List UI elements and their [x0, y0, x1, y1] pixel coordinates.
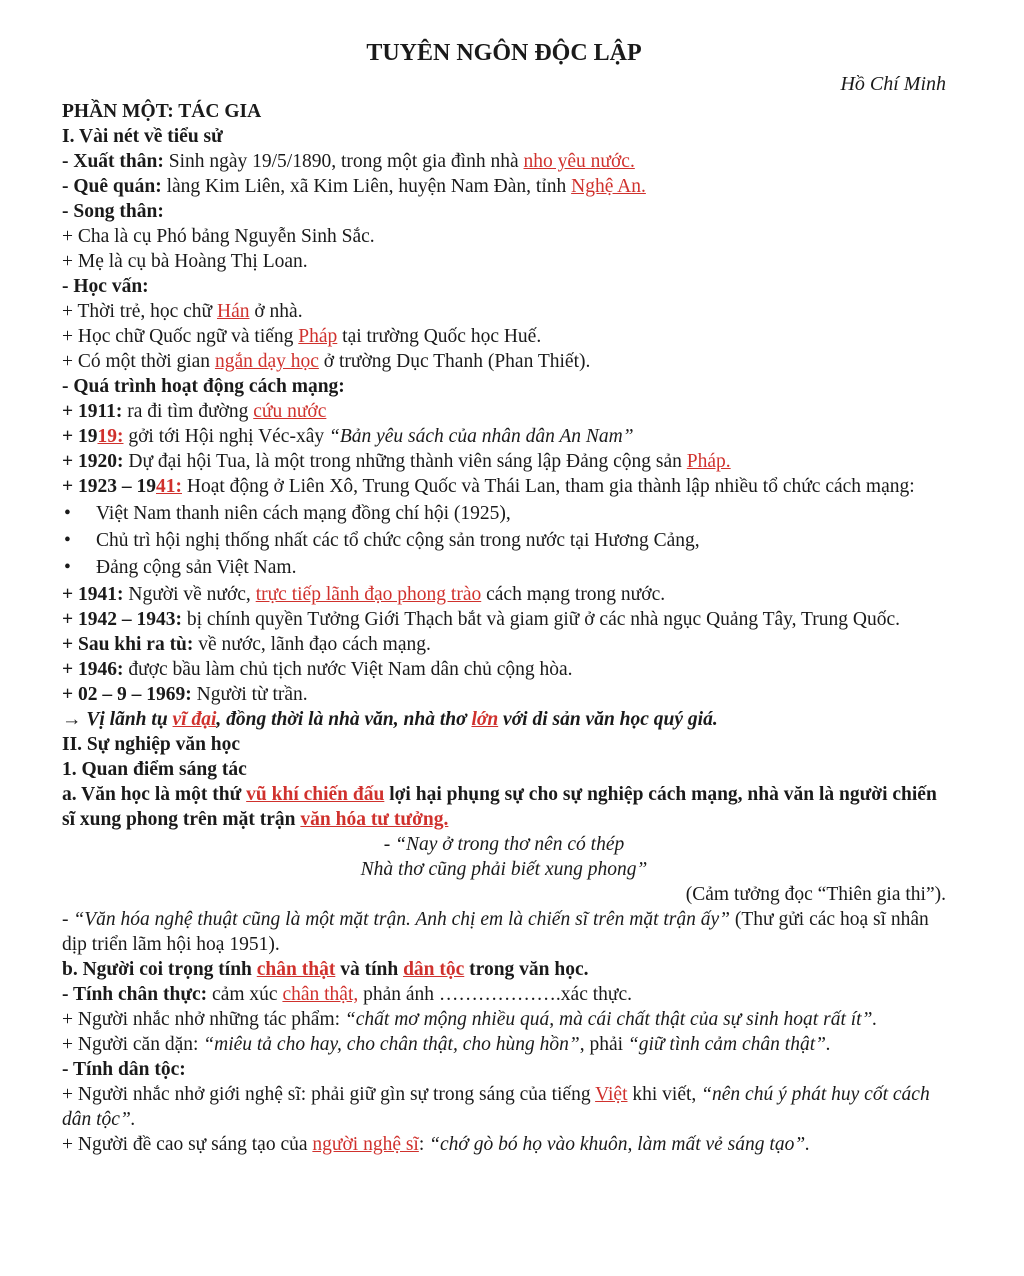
list-item: • Đảng cộng sản Việt Nam. [62, 555, 946, 580]
summary-line: → Vị lãnh tụ vĩ đại, đồng thời là nhà văn, nhà thơ lớn với di sản văn học quý giá. [62, 709, 718, 730]
list-item: • Việt Nam thanh niên cách mạng đồng chí hội (1925), [62, 501, 946, 526]
event-1919: + 1919: gởi tới Hội nghị Véc-xây “Bản yêu sách của nhân dân An Nam” [62, 426, 634, 447]
father-line: + Cha là cụ Phó bảng Nguyễn Sinh Sắc. [62, 226, 375, 247]
quote-art-front: - “Văn hóa nghệ thuật cũng là một mặt trận. Anh chị em là chiến sĩ trên mặt trận ấy” (Thư gửi các hoạ sĩ nhân dịp triển lãm hội hoạ 1951). [62, 909, 929, 955]
poem-line-2: Nhà thơ cũng phải biết xung phong” [360, 859, 648, 880]
parents-heading: - Song thân: [62, 201, 164, 222]
event-1911: + 1911: ra đi tìm đường cứu nước [62, 401, 327, 422]
point-a: a. Văn học là một thứ vũ khí chiến đấu lợi hại phụng sự cho sự nghiệp cách mạng, nhà văn là người chiến sĩ xung phong trên mặt trận văn hóa tư tưởng. [62, 784, 937, 830]
revolution-heading: - Quá trình hoạt động cách mạng: [62, 376, 345, 397]
mother-line: + Mẹ là cụ bà Hoàng Thị Loan. [62, 251, 308, 272]
event-1942-1943: + 1942 – 1943: bị chính quyền Tưởng Giới Thạch bắt và giam giữ ở các nhà ngục Quảng Tây, Trung Quốc. [62, 609, 900, 630]
event-1941: + 1941: Người về nước, trực tiếp lãnh đạo phong trào cách mạng trong nước. [62, 584, 666, 605]
poem-source: (Cảm tưởng đọc “Thiên gia thi”). [685, 884, 946, 905]
event-1923-1941: + 1923 – 1941: Hoạt động ở Liên Xô, Trung Quốc và Thái Lan, tham gia thành lập nhiều tổ chức cách mạng: [62, 476, 915, 497]
truthfulness-line: - Tính chân thực: cảm xúc chân thật, phản ánh ……………….xác thực. [62, 984, 633, 1005]
national-heading: - Tính dân tộc: [62, 1059, 186, 1080]
event-after-prison: + Sau khi ra tù: về nước, lãnh đạo cách mạng. [62, 634, 431, 655]
education-line-1: + Thời trẻ, học chữ Hán ở nhà. [62, 301, 303, 322]
hometown-line: - Quê quán: làng Kim Liên, xã Kim Liên, huyện Nam Đàn, tỉnh Nghệ An. [62, 176, 646, 197]
event-1969: + 02 – 9 – 1969: Người từ trần. [62, 684, 308, 705]
education-heading: - Học vấn: [62, 276, 149, 297]
education-line-2: + Học chữ Quốc ngữ và tiếng Pháp tại trường Quốc học Huế. [62, 326, 542, 347]
section-career-heading: II. Sự nghiệp văn học [62, 734, 241, 755]
truthfulness-advice: + Người căn dặn: “miêu tả cho hay, cho chân thật, cho hùng hồn”, phải “giữ tình cảm chân thật”. [62, 1034, 831, 1055]
event-1946: + 1946: được bầu làm chủ tịch nước Việt Nam dân chủ cộng hòa. [62, 659, 573, 680]
part-one-heading: PHẦN MỘT: TÁC GIA [62, 101, 262, 122]
subsection-viewpoint-heading: 1. Quan điểm sáng tác [62, 759, 247, 780]
birth-line: - Xuất thân: Sinh ngày 19/5/1890, trong một gia đình nhà nho yêu nước. [62, 151, 635, 172]
list-item: • Chủ trì hội nghị thống nhất các tổ chức cộng sản trong nước tại Hương Cảng, [62, 528, 946, 553]
education-line-3: + Có một thời gian ngắn dạy học ở trường Dục Thanh (Phan Thiết). [62, 351, 591, 372]
national-reminder: + Người nhắc nhở giới nghệ sĩ: phải giữ gìn sự trong sáng của tiếng Việt khi viết, “nên chú ý phát huy cốt cách dân tộc”. [62, 1084, 930, 1130]
event-1920: + 1920: Dự đại hội Tua, là một trong những thành viên sáng lập Đảng cộng sản Pháp. [62, 451, 731, 472]
point-b: b. Người coi trọng tính chân thật và tính dân tộc trong văn học. [62, 959, 589, 980]
document-page [62, 30, 946, 1157]
national-creativity: + Người đề cao sự sáng tạo của người nghệ sĩ: “chớ gò bó họ vào khuôn, làm mất vẻ sáng tạo”. [62, 1134, 811, 1155]
poem-line-1: - “Nay ở trong thơ nên có thép [383, 834, 625, 855]
author-name: Hồ Chí Minh [840, 73, 946, 95]
truthfulness-reminder: + Người nhắc nhở những tác phẩm: “chất mơ mộng nhiều quá, mà cái chất thật của sự sinh hoạt rất ít”. [62, 1009, 878, 1030]
section-biography-heading: I. Vài nét về tiểu sử [62, 126, 223, 147]
document-title: TUYÊN NGÔN ĐỘC LẬP [366, 40, 642, 66]
